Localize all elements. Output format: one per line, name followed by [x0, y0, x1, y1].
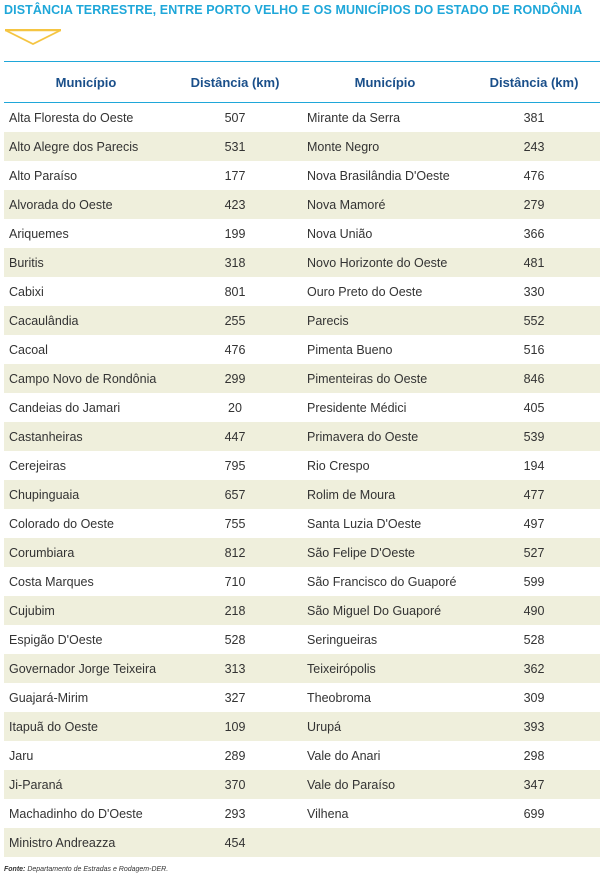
- table-row: [4, 625, 600, 654]
- cell-municipio-right: Pimenteiras do Oeste: [302, 364, 468, 393]
- cell-distancia-right: 699: [523, 806, 545, 821]
- cell-distancia-right: 476: [523, 168, 545, 183]
- cell-distancia-right: 516: [523, 342, 545, 357]
- cell-municipio-left: Castanheiras: [4, 422, 168, 451]
- cell-municipio-left: Alto Paraíso: [9, 168, 78, 183]
- cell-municipio-left: Espigão D'Oeste: [9, 632, 103, 647]
- cell-distancia-left: 199: [224, 226, 246, 241]
- table-row: [4, 277, 600, 306]
- table-row: [4, 335, 600, 364]
- cell-distancia-right: 490: [468, 596, 600, 625]
- cell-municipio-right: São Miguel Do Guaporé: [302, 596, 468, 625]
- cell-distancia-left: 20: [228, 400, 242, 415]
- table-row: [4, 509, 600, 538]
- cell-distancia-left: 454: [168, 828, 302, 857]
- cell-municipio-left: Cacaulândia: [4, 306, 168, 335]
- cell-distancia-right: 243: [468, 132, 600, 161]
- source-text: Departamento de Estradas e Rodagem-DER.: [25, 866, 169, 873]
- cell-distancia-left: 313: [168, 654, 302, 683]
- distance-table: [4, 61, 600, 857]
- cell-distancia-right: 393: [468, 712, 600, 741]
- chevron-down-icon: [5, 29, 61, 45]
- cell-distancia-left: 370: [168, 770, 302, 799]
- cell-distancia-right: 381: [523, 110, 545, 125]
- cell-distancia-right: 405: [523, 400, 545, 415]
- header-distancia-right: Distância (km): [468, 62, 600, 103]
- table-row: [4, 190, 600, 219]
- cell-municipio-right: Santa Luzia D'Oeste: [307, 516, 422, 531]
- cell-distancia-left: 177: [224, 168, 246, 183]
- cell-municipio-right: São Francisco do Guaporé: [307, 574, 457, 589]
- table-row: [4, 393, 600, 422]
- cell-municipio-left: Guajará-Mirim: [9, 690, 89, 705]
- cell-distancia-right: 298: [523, 748, 545, 763]
- cell-distancia-left: 293: [224, 806, 246, 821]
- cell-municipio-right: Urupá: [302, 712, 468, 741]
- cell-municipio-right: Nova Mamoré: [302, 190, 468, 219]
- cell-distancia-left: 507: [224, 110, 246, 125]
- cell-distancia-right: 481: [468, 248, 600, 277]
- cell-distancia-right: [468, 828, 600, 857]
- cell-distancia-right: 528: [523, 632, 545, 647]
- table-row: [4, 596, 600, 625]
- cell-distancia-right: 362: [468, 654, 600, 683]
- source-note: [4, 866, 168, 873]
- cell-distancia-right: 552: [468, 306, 600, 335]
- cell-municipio-right: Vilhena: [307, 806, 349, 821]
- cell-municipio-left: Costa Marques: [9, 574, 94, 589]
- cell-distancia-right: 279: [468, 190, 600, 219]
- table-row: [4, 306, 600, 335]
- cell-municipio-right: Seringueiras: [307, 632, 378, 647]
- cell-distancia-right: 846: [468, 364, 600, 393]
- cell-municipio-left: Ji-Paraná: [4, 770, 168, 799]
- cell-distancia-right: 347: [468, 770, 600, 799]
- table-row: [4, 103, 600, 133]
- cell-municipio-left: Buritis: [4, 248, 168, 277]
- cell-municipio-right: Parecis: [302, 306, 468, 335]
- cell-municipio-left: Alvorada do Oeste: [4, 190, 168, 219]
- header-distancia-left: Distância (km): [168, 62, 302, 103]
- table-row: [4, 219, 600, 248]
- cell-municipio-right: Nova União: [307, 226, 373, 241]
- cell-distancia-right: 599: [523, 574, 545, 589]
- cell-municipio-right: Vale do Anari: [307, 748, 381, 763]
- table-row: [4, 712, 600, 741]
- cell-distancia-left: 447: [168, 422, 302, 451]
- table-row: [4, 770, 600, 799]
- table-row: [4, 828, 600, 857]
- cell-municipio-left: Corumbiara: [4, 538, 168, 567]
- table-row: [4, 161, 600, 190]
- cell-municipio-left: Cabixi: [9, 284, 44, 299]
- cell-municipio-left: Cacoal: [9, 342, 48, 357]
- cell-distancia-right: 330: [523, 284, 545, 299]
- cell-distancia-left: 218: [168, 596, 302, 625]
- cell-distancia-left: 528: [224, 632, 246, 647]
- cell-municipio-right: Rio Crespo: [307, 458, 370, 473]
- cell-distancia-left: 755: [224, 516, 246, 531]
- cell-municipio-right: Primavera do Oeste: [302, 422, 468, 451]
- cell-distancia-right: 309: [523, 690, 545, 705]
- table-header-row: [4, 62, 600, 103]
- table-row: [4, 451, 600, 480]
- cell-municipio-left: Itapuã do Oeste: [4, 712, 168, 741]
- cell-distancia-right: 539: [468, 422, 600, 451]
- cell-distancia-left: 299: [168, 364, 302, 393]
- cell-distancia-left: 289: [224, 748, 246, 763]
- table-row: [4, 741, 600, 770]
- cell-distancia-left: 423: [168, 190, 302, 219]
- cell-municipio-right: Nova Brasilândia D'Oeste: [307, 168, 450, 183]
- cell-municipio-right: Ouro Preto do Oeste: [307, 284, 423, 299]
- cell-municipio-left: Alta Floresta do Oeste: [9, 110, 134, 125]
- cell-municipio-left: Colorado do Oeste: [9, 516, 114, 531]
- cell-municipio-right: [302, 828, 468, 857]
- cell-municipio-left: Cujubim: [4, 596, 168, 625]
- cell-municipio-left: Governador Jorge Teixeira: [4, 654, 168, 683]
- table-row: [4, 654, 600, 683]
- cell-municipio-right: Theobroma: [307, 690, 371, 705]
- cell-distancia-left: 255: [168, 306, 302, 335]
- header-municipio-right: Município: [302, 62, 468, 103]
- cell-municipio-left: Campo Novo de Rondônia: [4, 364, 168, 393]
- cell-distancia-right: 527: [468, 538, 600, 567]
- cell-municipio-right: São Felipe D'Oeste: [302, 538, 468, 567]
- table-row: [4, 538, 600, 567]
- cell-distancia-left: 812: [168, 538, 302, 567]
- cell-distancia-right: 194: [523, 458, 545, 473]
- cell-distancia-left: 109: [168, 712, 302, 741]
- source-label: Fonte:: [4, 866, 26, 873]
- cell-municipio-left: Alto Alegre dos Parecis: [4, 132, 168, 161]
- cell-municipio-right: Pimenta Bueno: [307, 342, 393, 357]
- cell-municipio-right: Vale do Paraíso: [302, 770, 468, 799]
- cell-municipio-right: Presidente Médici: [307, 400, 407, 415]
- cell-municipio-left: Cerejeiras: [9, 458, 66, 473]
- table-row: [4, 567, 600, 596]
- cell-distancia-right: 497: [523, 516, 545, 531]
- cell-municipio-right: Novo Horizonte do Oeste: [302, 248, 468, 277]
- cell-distancia-left: 318: [168, 248, 302, 277]
- cell-distancia-left: 710: [224, 574, 246, 589]
- cell-distancia-left: 795: [224, 458, 246, 473]
- cell-distancia-left: 327: [224, 690, 246, 705]
- cell-municipio-left: Ministro Andreazza: [4, 828, 168, 857]
- cell-distancia-right: 366: [523, 226, 545, 241]
- table-row: [4, 364, 600, 393]
- table-row: [4, 248, 600, 277]
- page-title: DISTÂNCIA TERRESTRE, ENTRE PORTO VELHO E OS MUNICÍPIOS DO ESTADO DE RONDÔNIA: [4, 3, 583, 17]
- cell-distancia-left: 531: [168, 132, 302, 161]
- header-municipio-left: Município: [4, 62, 168, 103]
- cell-municipio-right: Rolim de Moura: [302, 480, 468, 509]
- cell-distancia-right: 477: [468, 480, 600, 509]
- cell-municipio-right: Monte Negro: [302, 132, 468, 161]
- cell-municipio-left: Jaru: [9, 748, 34, 763]
- table-row: [4, 683, 600, 712]
- cell-municipio-right: Teixeirópolis: [302, 654, 468, 683]
- table-row: [4, 422, 600, 451]
- cell-municipio-left: Machadinho do D'Oeste: [9, 806, 143, 821]
- cell-municipio-left: Chupinguaia: [4, 480, 168, 509]
- cell-distancia-left: 476: [224, 342, 246, 357]
- table-row: [4, 799, 600, 828]
- cell-municipio-left: Candeias do Jamari: [9, 400, 121, 415]
- cell-municipio-right: Mirante da Serra: [307, 110, 401, 125]
- table-row: [4, 480, 600, 509]
- cell-distancia-left: 657: [168, 480, 302, 509]
- cell-distancia-left: 801: [224, 284, 246, 299]
- cell-municipio-left: Ariquemes: [9, 226, 69, 241]
- table-row: [4, 132, 600, 161]
